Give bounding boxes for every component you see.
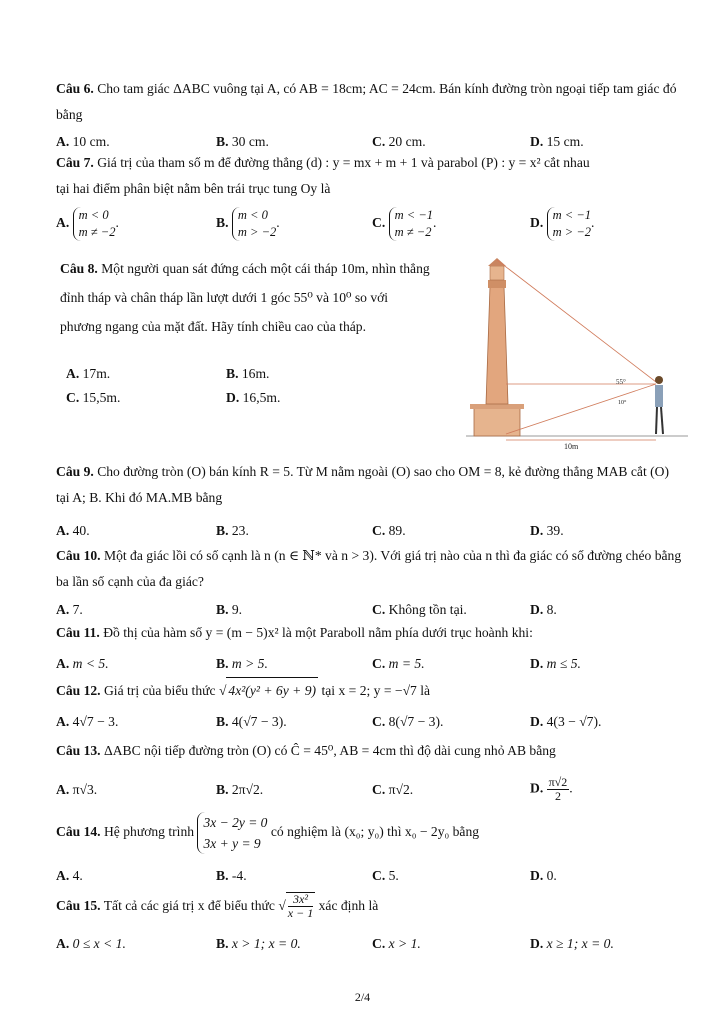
question-text: Tất cả các giá trị x để biểu thức bbox=[103, 898, 275, 913]
option-b[interactable]: B. 30 cm. bbox=[216, 134, 269, 149]
option-d[interactable]: D. 16,5m. bbox=[226, 390, 281, 405]
question-text: Cho tam giác ΔABC vuông tại A, có AB = 18cm; AC = 24cm. Bán kính đường tròn ngoại tiếp tam giác đó bằng bbox=[56, 81, 677, 122]
option-b[interactable]: B. 23. bbox=[216, 523, 249, 538]
option-b[interactable]: B. m < 0 m > −2. bbox=[216, 208, 280, 239]
option-a[interactable]: A. 10 cm. bbox=[56, 134, 110, 149]
angle-top-label: 55° bbox=[616, 378, 626, 386]
radicand: 4x²(y² + 6y + 9) bbox=[226, 677, 318, 704]
option-c[interactable]: C. 5. bbox=[372, 868, 399, 883]
option-c[interactable]: C. 89. bbox=[372, 523, 406, 538]
sight-line-top bbox=[497, 260, 656, 382]
option-c[interactable]: C. π√2. bbox=[372, 782, 414, 797]
option-c[interactable]: C. 8(√7 − 3). bbox=[372, 714, 444, 729]
option-c[interactable]: C. x > 1. bbox=[372, 936, 421, 951]
question-8 bbox=[60, 254, 432, 341]
question-text: Hệ phương trình bbox=[103, 824, 195, 840]
option-a[interactable]: A. 4. bbox=[56, 868, 83, 883]
option-d[interactable]: D. m ≤ 5. bbox=[530, 656, 581, 671]
sight-line-bottom bbox=[506, 384, 656, 434]
question-label: Câu 15. bbox=[56, 898, 101, 913]
option-a[interactable]: A. m < 0 m ≠ −2. bbox=[56, 208, 119, 239]
question-9 bbox=[56, 459, 684, 511]
question-label: Câu 14. bbox=[56, 824, 101, 840]
tower-top bbox=[490, 266, 504, 280]
option-d[interactable]: D. x ≥ 1; x = 0. bbox=[530, 936, 614, 951]
tower-base-top bbox=[470, 404, 524, 409]
question-label: Câu 12. bbox=[56, 683, 101, 698]
question-text-post: xác định là bbox=[318, 898, 379, 913]
question-text: Một người quan sát đứng cách một cái tháp 10m, nhìn thẳng đỉnh tháp và chân tháp lần lượt dưới 1 góc 55⁰ và 10⁰ so với phương ngang của mặt đất. Hãy tính chiều cao của tháp. bbox=[60, 261, 430, 334]
question-text: Giá trị của tham số m để đường thẳng (d) : y = mx + m + 1 và parabol (P) : y = x² cắt nhau bbox=[97, 155, 590, 170]
options-12 bbox=[56, 714, 696, 734]
option-d[interactable]: D. $\frac{\pi√2}{2}$ . bbox=[530, 775, 573, 803]
option-a[interactable]: A. 4√7 − 3. bbox=[56, 714, 119, 729]
option-a[interactable]: A. m < 5. bbox=[56, 656, 109, 671]
options-15 bbox=[56, 936, 696, 956]
question-10 bbox=[56, 543, 684, 595]
option-a[interactable]: A. 7. bbox=[56, 602, 83, 617]
question-label: Câu 10. bbox=[56, 548, 101, 563]
options-7 bbox=[56, 205, 696, 245]
question-text-post: tại x = 2; y = −√7 là bbox=[321, 683, 431, 698]
option-a[interactable]: A. 17m. bbox=[66, 366, 111, 381]
question-label: Câu 7. bbox=[56, 155, 94, 170]
question-6 bbox=[56, 76, 684, 128]
question-7 bbox=[56, 150, 684, 202]
option-a[interactable]: A. π√3. bbox=[56, 782, 98, 797]
page-number: 2/4 bbox=[354, 990, 371, 1004]
question-15 bbox=[56, 892, 684, 920]
option-b[interactable]: B. x > 1; x = 0. bbox=[216, 936, 301, 951]
options-10 bbox=[56, 602, 696, 622]
observer-head bbox=[655, 376, 663, 384]
observer-body bbox=[655, 385, 663, 407]
question-text: Giá trị của biểu thức bbox=[103, 683, 216, 698]
option-b[interactable]: B. 9. bbox=[216, 602, 243, 617]
option-c[interactable]: C. 15,5m. bbox=[66, 390, 121, 405]
sqrt-symbol: √ bbox=[218, 683, 227, 698]
options-8-row1 bbox=[66, 366, 426, 386]
observer-leg bbox=[656, 407, 657, 434]
option-d[interactable]: D. 39. bbox=[530, 523, 564, 538]
radicand: $\frac{\text{3x²}}{x - 1}$ bbox=[287, 892, 314, 921]
option-b[interactable]: B. 4(√7 − 3). bbox=[216, 714, 287, 729]
distance-label: 10m bbox=[564, 442, 579, 451]
option-d[interactable]: D. m < −1 m > −2. bbox=[530, 208, 595, 239]
question-label: Câu 6. bbox=[56, 81, 94, 96]
question-label: Câu 13. bbox=[56, 743, 101, 758]
option-d[interactable]: D. 8. bbox=[530, 602, 557, 617]
question-13 bbox=[56, 738, 684, 764]
question-label: Câu 8. bbox=[60, 261, 98, 276]
option-d[interactable]: D. 15 cm. bbox=[530, 134, 584, 149]
option-c[interactable]: C. m = 5. bbox=[372, 656, 425, 671]
options-9 bbox=[56, 523, 696, 543]
option-b[interactable]: B. m > 5. bbox=[216, 656, 268, 671]
question-text: Đồ thị của hàm số y = (m − 5)x² là một Paraboll nằm phía dưới trục hoành khi: bbox=[103, 625, 533, 640]
option-b[interactable]: B. 2π√2. bbox=[216, 782, 264, 797]
option-c[interactable]: C. 20 cm. bbox=[372, 134, 426, 149]
question-14 bbox=[56, 812, 684, 854]
options-13 bbox=[56, 776, 696, 810]
option-c[interactable]: C. m < −1 m ≠ −2. bbox=[372, 208, 437, 239]
question-text-post: có nghiệm là (x₀; y₀) thì x₀ − 2y₀ bằng bbox=[270, 824, 480, 840]
question-text: Cho đường tròn (O) bán kính R = 5. Từ M nằm ngoài (O) sao cho OM = 8, kẻ đường thẳng MAB cắt (O) tại A; B. Khi đó MA.MB bằng bbox=[56, 464, 670, 505]
tower-figure bbox=[466, 256, 688, 452]
question-11 bbox=[56, 620, 684, 646]
options-8-row2 bbox=[66, 390, 426, 410]
sqrt-symbol: √ bbox=[278, 898, 286, 913]
option-b[interactable]: B. -4. bbox=[216, 868, 247, 883]
options-14 bbox=[56, 868, 696, 888]
tower-balcony bbox=[488, 280, 506, 288]
option-d[interactable]: D. 0. bbox=[530, 868, 557, 883]
option-c[interactable]: C. Không tồn tại. bbox=[372, 602, 467, 617]
question-text: Một đa giác lồi có số cạnh là n (n ∈ ℕ* và n > 3). Với giá trị nào của n thì đa giác có số đường chéo bằng ba lần số cạnh của đa giác? bbox=[56, 548, 682, 589]
option-d[interactable]: D. 4(3 − √7). bbox=[530, 714, 602, 729]
observer-leg bbox=[661, 407, 663, 434]
option-b[interactable]: B. 16m. bbox=[226, 366, 270, 381]
option-a[interactable]: A. 0 ≤ x < 1. bbox=[56, 936, 126, 951]
options-11 bbox=[56, 656, 696, 676]
equation-system: 3x − 2y = 0 3x + y = 9 bbox=[197, 812, 267, 854]
tower-shaft bbox=[486, 286, 508, 404]
option-a[interactable]: A. 40. bbox=[56, 523, 90, 538]
question-label: Câu 9. bbox=[56, 464, 94, 479]
question-text: ΔABC nội tiếp đường tròn (O) có Ĉ = 45⁰, AB = 4cm thì độ dài cung nhỏ AB bằng bbox=[103, 743, 556, 758]
question-label: Câu 11. bbox=[56, 625, 100, 640]
question-text-cont: tại hai điểm phân biệt nằm bên trái trục tung Oy là bbox=[56, 181, 331, 196]
question-12 bbox=[56, 677, 684, 704]
angle-bottom-label: 10° bbox=[618, 400, 627, 406]
